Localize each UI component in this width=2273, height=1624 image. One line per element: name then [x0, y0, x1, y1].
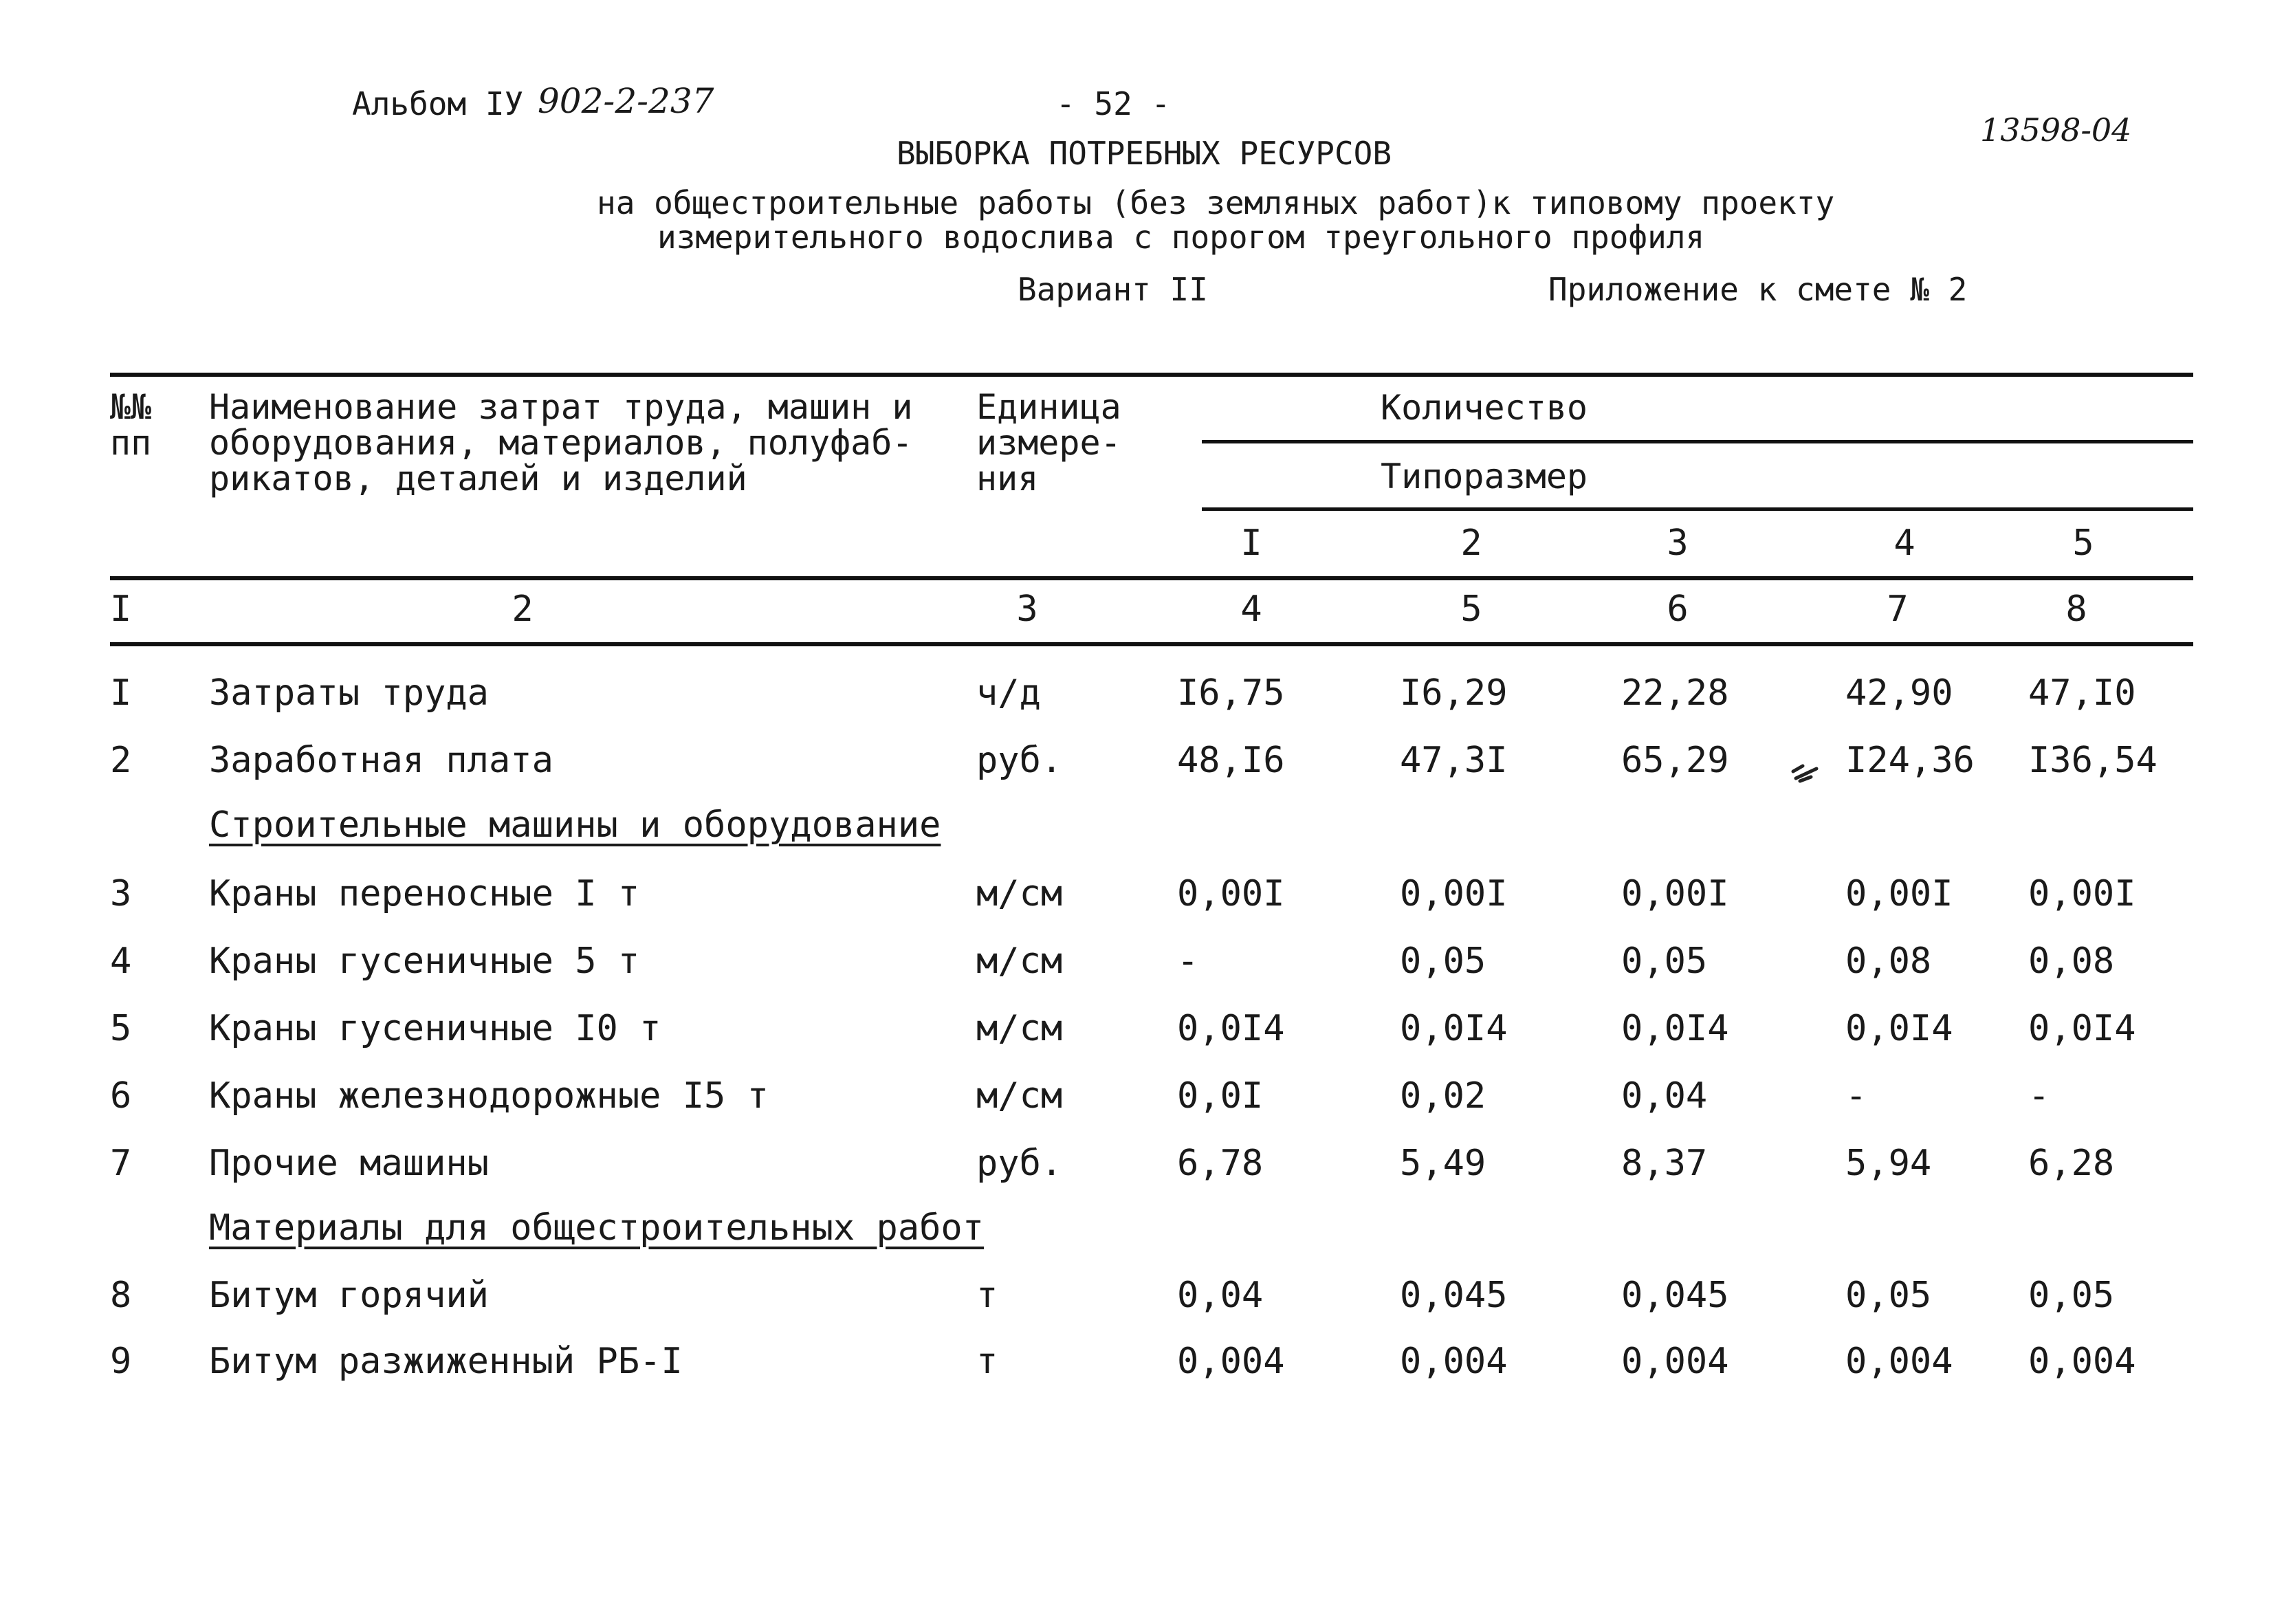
row-value-size-4: 42,90	[1845, 672, 1953, 714]
row-value-size-2: I6,29	[1400, 672, 1508, 714]
row-name: Битум горячий	[209, 1275, 489, 1316]
column-number-6: 6	[1667, 589, 1689, 630]
row-value-size-1: 0,004	[1177, 1341, 1285, 1382]
row-number: 6	[110, 1075, 132, 1117]
size-rule	[1202, 507, 2193, 511]
section-heading-materials: Материалы для общестроительных работ	[209, 1207, 985, 1249]
page-number: - 52 -	[1056, 85, 1171, 122]
column-header-name: Наименование затрат труда, машин и оборудования, материалов, полуфаб- рикатов, деталей и изделий	[209, 387, 913, 498]
row-name: Прочие машины	[209, 1143, 489, 1184]
section-heading-machines: Строительные машины и оборудование	[209, 804, 941, 846]
column-number-4: 4	[1240, 589, 1262, 630]
row-value-size-1: 0,04	[1177, 1275, 1264, 1316]
row-unit: м/см	[976, 1008, 1063, 1049]
row-name: Краны железнодорожные I5 т	[209, 1075, 769, 1117]
album-number-handwritten: 902-2-237	[538, 81, 714, 121]
row-value-size-2: 0,004	[1400, 1341, 1508, 1382]
column-header-unit: Единица измере- ния	[976, 387, 1121, 498]
row-value-size-2: 0,05	[1400, 941, 1486, 982]
row-value-size-5: 0,08	[2028, 941, 2115, 982]
row-name: Заработная плата	[209, 740, 553, 781]
row-value-size-4: -	[1845, 1075, 1867, 1117]
row-value-size-1: 0,0I4	[1177, 1008, 1285, 1049]
row-value-size-5: 47,I0	[2028, 672, 2136, 714]
column-numbers-rule	[110, 642, 2193, 646]
column-header-number: №№ пп	[110, 387, 152, 463]
row-name: Краны гусеничные 5 т	[209, 941, 640, 982]
row-value-size-5: 0,05	[2028, 1275, 2115, 1316]
row-unit: ч/д	[976, 672, 1041, 714]
row-value-size-3: 0,05	[1621, 941, 1708, 982]
row-value-size-4: I24,36	[1845, 740, 1975, 781]
row-value-size-2: 0,02	[1400, 1075, 1486, 1117]
document-code: 13598-04	[1980, 111, 2132, 149]
row-value-size-4: 0,0I4	[1845, 1008, 1953, 1049]
row-name: Краны переносные I т	[209, 873, 640, 914]
row-name: Битум разжиженный РБ-I	[209, 1341, 683, 1382]
variant-label: Вариант II	[1018, 271, 1208, 308]
row-value-size-3: 0,004	[1621, 1341, 1729, 1382]
row-value-size-5: 0,004	[2028, 1341, 2136, 1382]
album-label: Альбом IУ	[352, 85, 524, 122]
row-value-size-1: 6,78	[1177, 1143, 1264, 1184]
row-value-size-4: 0,08	[1845, 941, 1932, 982]
row-value-size-3: 8,37	[1621, 1143, 1708, 1184]
row-number: 2	[110, 740, 132, 781]
column-number-2: 2	[512, 589, 534, 630]
document-subtitle-line2: измерительного водослива с порогом треугольного профиля	[657, 219, 1705, 256]
row-value-size-1: I6,75	[1177, 672, 1285, 714]
row-number: 7	[110, 1143, 132, 1184]
document-subtitle-line1: на общестроительные работы (без земляных работ)к типовому проекту	[597, 184, 1835, 221]
quantity-rule	[1202, 440, 2193, 443]
column-header-size: Типоразмер	[1381, 457, 1588, 496]
column-number-8: 8	[2065, 589, 2087, 630]
column-number-5: 5	[1460, 589, 1482, 630]
row-number: 9	[110, 1341, 132, 1382]
row-name: Затраты труда	[209, 672, 489, 714]
row-value-size-3: 65,29	[1621, 740, 1729, 781]
row-number: 3	[110, 873, 132, 914]
document-title: ВЫБОРКА ПОТРЕБНЫХ РЕСУРСОВ	[897, 135, 1392, 172]
check-mark-icon	[1790, 759, 1821, 784]
row-value-size-3: 22,28	[1621, 672, 1729, 714]
row-value-size-2: 0,0I4	[1400, 1008, 1508, 1049]
row-value-size-2: 0,045	[1400, 1275, 1508, 1316]
row-value-size-5: 0,00I	[2028, 873, 2136, 914]
row-value-size-5: 6,28	[2028, 1143, 2115, 1184]
column-number-3: 3	[1016, 589, 1038, 630]
size-label-2: 2	[1460, 523, 1482, 564]
row-value-size-1: 0,0I	[1177, 1075, 1264, 1117]
table-top-rule	[110, 373, 2193, 377]
size-label-1: I	[1240, 523, 1262, 564]
row-value-size-1: 0,00I	[1177, 873, 1285, 914]
row-value-size-3: 0,0I4	[1621, 1008, 1729, 1049]
size-label-3: 3	[1667, 523, 1689, 564]
row-unit: м/см	[976, 1075, 1063, 1117]
row-value-size-5: -	[2028, 1075, 2050, 1117]
row-unit: т	[976, 1341, 998, 1382]
row-value-size-4: 0,05	[1845, 1275, 1932, 1316]
row-value-size-4: 0,004	[1845, 1341, 1953, 1382]
row-value-size-5: I36,54	[2028, 740, 2157, 781]
row-unit: м/см	[976, 873, 1063, 914]
row-value-size-1: -	[1177, 941, 1199, 982]
row-value-size-2: 0,00I	[1400, 873, 1508, 914]
row-value-size-1: 48,I6	[1177, 740, 1285, 781]
row-number: 5	[110, 1008, 132, 1049]
row-value-size-3: 0,04	[1621, 1075, 1708, 1117]
row-value-size-2: 47,3I	[1400, 740, 1508, 781]
row-unit: руб.	[976, 1143, 1063, 1184]
size-label-5: 5	[2072, 523, 2094, 564]
row-number: 4	[110, 941, 132, 982]
row-value-size-5: 0,0I4	[2028, 1008, 2136, 1049]
header-bottom-rule	[110, 576, 2193, 580]
row-number: 8	[110, 1275, 132, 1316]
size-label-4: 4	[1893, 523, 1915, 564]
row-unit: руб.	[976, 740, 1063, 781]
row-number: I	[110, 672, 132, 714]
column-number-7: 7	[1887, 589, 1909, 630]
row-unit: т	[976, 1275, 998, 1316]
row-value-size-2: 5,49	[1400, 1143, 1486, 1184]
row-name: Краны гусеничные I0 т	[209, 1008, 661, 1049]
column-header-quantity: Количество	[1381, 388, 1588, 428]
row-value-size-3: 0,045	[1621, 1275, 1729, 1316]
appendix-label: Приложение к смете № 2	[1548, 271, 1968, 308]
row-value-size-4: 0,00I	[1845, 873, 1953, 914]
column-number-1: I	[110, 589, 132, 630]
row-unit: м/см	[976, 941, 1063, 982]
row-value-size-3: 0,00I	[1621, 873, 1729, 914]
row-value-size-4: 5,94	[1845, 1143, 1932, 1184]
